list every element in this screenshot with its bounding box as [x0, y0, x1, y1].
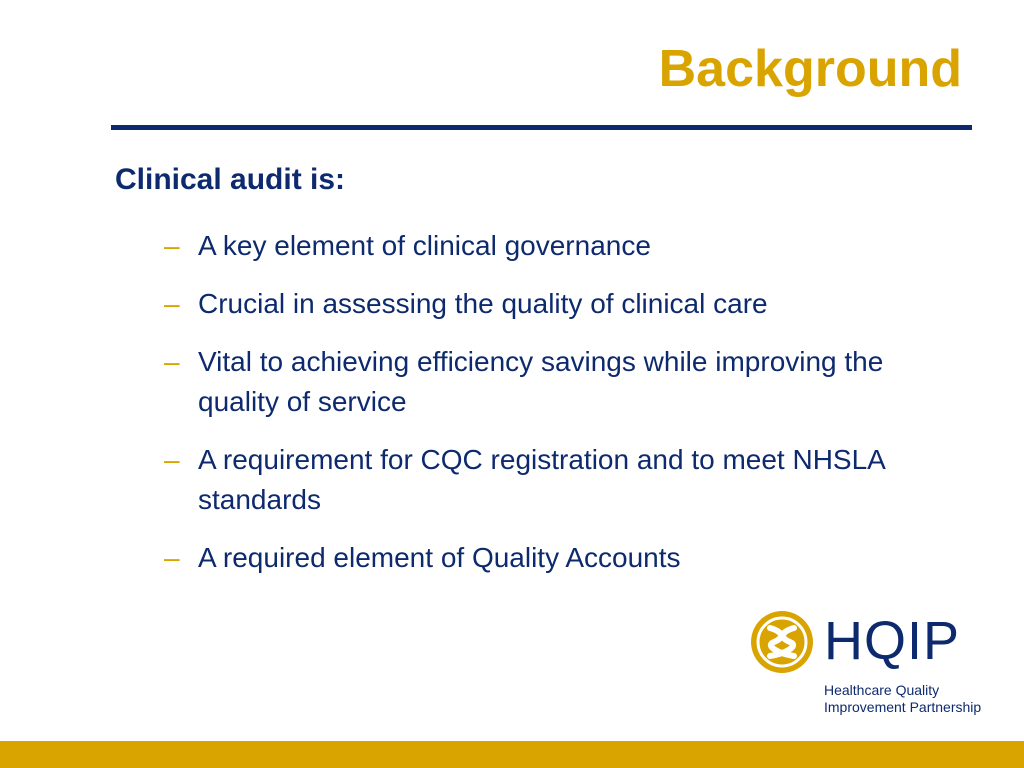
slide-title: Background [658, 40, 962, 98]
hqip-emblem-icon [750, 610, 814, 674]
bullet-item [162, 284, 942, 324]
bullet-item [162, 342, 942, 422]
bullet-text: Crucial in assessing the quality of clinical care [198, 288, 768, 319]
bullet-text: A key element of clinical governance [198, 230, 651, 261]
logo-subtitle-line-2: Improvement Partnership [824, 699, 982, 715]
bullet-item [162, 440, 942, 520]
footer-bar [0, 741, 1024, 768]
bullet-item [162, 226, 942, 266]
bullet-list [162, 226, 942, 596]
hqip-logo [750, 608, 1010, 718]
dash-marker: – [164, 444, 180, 475]
logo-subtitle [824, 682, 981, 716]
section-heading: Clinical audit is: [115, 163, 346, 196]
logo-subtitle-line-1: Healthcare Quality [824, 682, 940, 698]
title-divider [111, 125, 972, 130]
bullet-text: Vital to achieving efficiency savings while improving the quality of service [198, 346, 884, 417]
dash-marker: – [164, 230, 180, 261]
dash-marker: – [164, 346, 180, 377]
logo-wordmark: HQIP [824, 611, 961, 671]
bullet-item [162, 538, 942, 578]
dash-marker: – [164, 542, 180, 573]
bullet-text: A requirement for CQC registration and to meet NHSLA standards [198, 444, 885, 515]
dash-marker: – [164, 288, 180, 319]
bullet-text: A required element of Quality Accounts [198, 542, 681, 573]
